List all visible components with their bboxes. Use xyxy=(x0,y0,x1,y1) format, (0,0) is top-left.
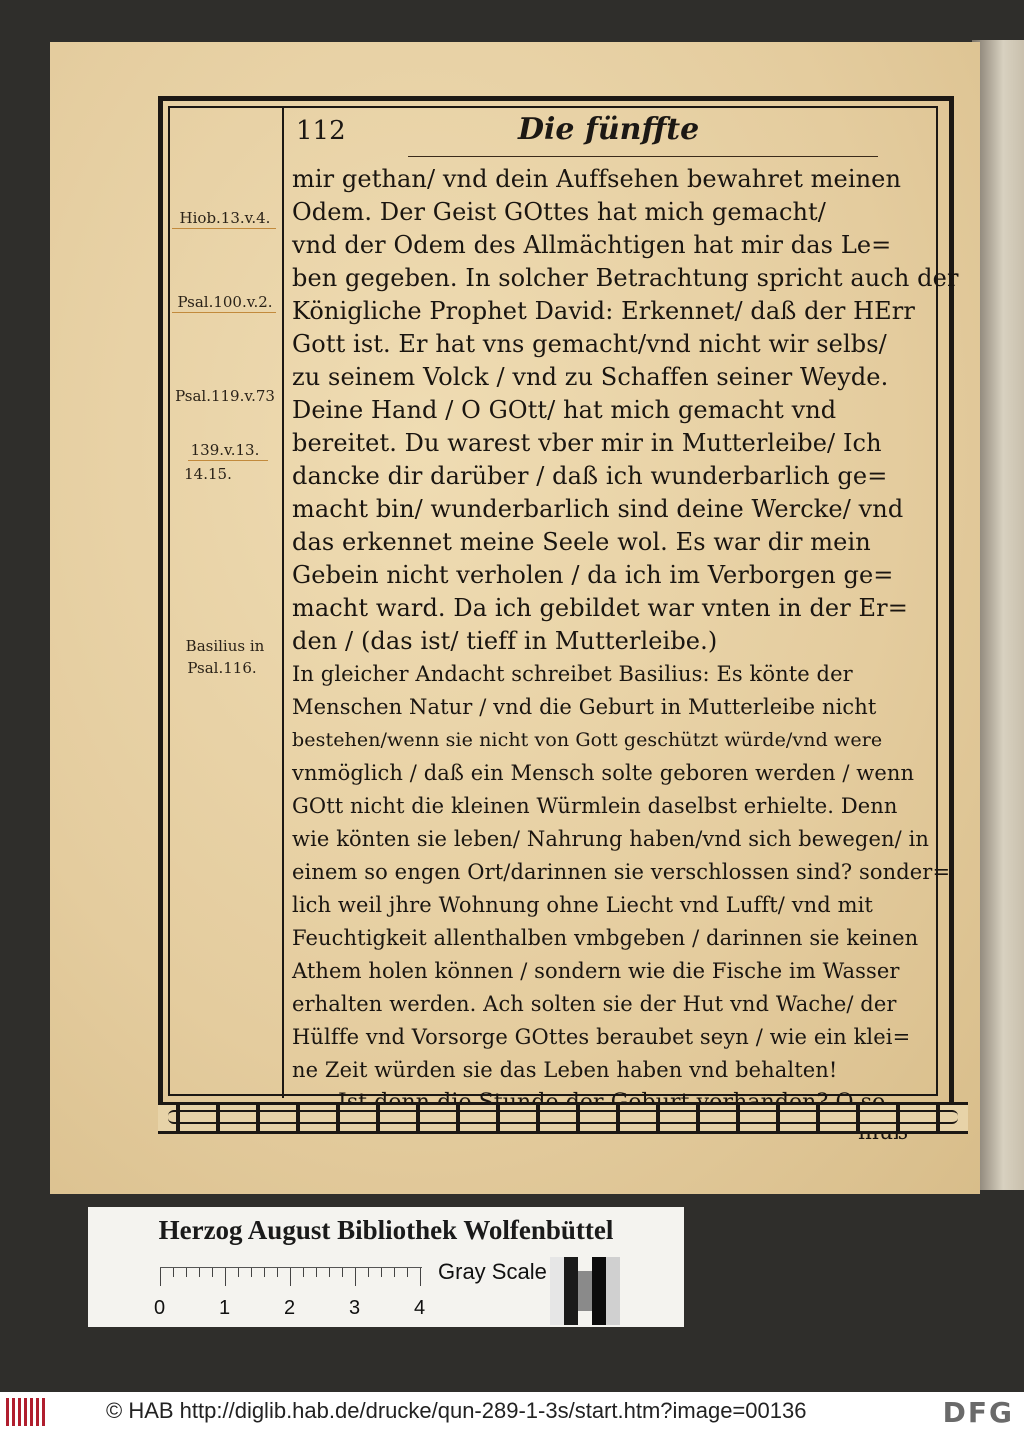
text-line: macht bin/ wunderbarlich sind deine Wercke/ vnd xyxy=(292,495,904,523)
text-line: ben gegeben. In solcher Betrachtung spricht auch der xyxy=(292,264,959,292)
text-line: Hülffe vnd Vorsorge GOttes beraubet seyn / wie ein klei= xyxy=(292,1025,911,1049)
library-name: Herzog August Bibliothek Wolfenbüttel xyxy=(158,1215,614,1245)
running-title: Die fünffte xyxy=(518,112,700,147)
margin-note: Psal.100.v.2. xyxy=(177,293,273,311)
text-line: Athem holen können / sondern wie die Fische im Wasser xyxy=(292,959,900,983)
gray-swatch xyxy=(550,1257,564,1325)
footer-bar xyxy=(0,1392,1024,1432)
text-line: Feuchtigkeit allenthalben vmbgeben / darinnen sie keinen xyxy=(292,926,919,950)
gray-scale-label: Gray Scale xyxy=(438,1259,547,1284)
text-line: bestehen/wenn sie nicht von Gott geschützt würde/vnd were xyxy=(292,729,883,751)
hab-logo-icon xyxy=(6,1398,46,1426)
text-line: einem so engen Ort/darinnen sie verschlossen sind? sonder= xyxy=(292,860,951,884)
text-line: dancke dir darüber / daß ich wunderbarlich ge= xyxy=(292,462,888,490)
ruler-label: 0 xyxy=(154,1297,166,1319)
margin-note: Basilius in xyxy=(185,637,265,655)
margin-note: 14.15. xyxy=(184,465,232,483)
text-line: vnd der Odem des Allmächtigen hat mir das Le= xyxy=(292,231,892,259)
text-line: das erkennet meine Seele wol. Es war dir mein xyxy=(292,528,871,556)
margin-note: Psal.119.v.73 xyxy=(175,387,275,405)
margin-note: Hiob.13.v.4. xyxy=(179,209,271,227)
text-line: zu seinem Volck / vnd zu Schaffen seiner Weyde. xyxy=(292,363,889,391)
gray-swatch xyxy=(578,1271,592,1311)
text-line: ne Zeit würden sie das Leben haben vnd behalten! xyxy=(292,1058,838,1082)
text-line: Menschen Natur / vnd die Geburt in Mutterleibe nicht xyxy=(292,695,877,719)
text-line: Gott ist. Er hat vns gemacht/vnd nicht wir selbs/ xyxy=(292,330,887,358)
library-color-card xyxy=(88,1207,684,1327)
gray-swatch xyxy=(564,1257,578,1325)
text-line: wie könten sie leben/ Nahrung haben/vnd sich bewegen/ in xyxy=(292,827,930,851)
book-page xyxy=(50,42,980,1194)
text-line: lich weil jhre Wohnung ohne Liecht vnd Lufft/ vnd mit xyxy=(292,893,873,917)
text-line: macht ward. Da ich gebildet war vnten in der Er= xyxy=(292,594,908,622)
margin-note: Psal.116. xyxy=(187,659,257,677)
text-line: In gleicher Andacht schreibet Basilius: Es könte der xyxy=(292,662,853,686)
text-line: Deine Hand / O GOtt/ hat mich gemacht vnd xyxy=(292,396,837,424)
margin-column-rule xyxy=(282,108,284,1098)
text-line: GOtt nicht die kleinen Würmlein daselbst erhielte. Denn xyxy=(292,794,898,818)
text-line: Odem. Der Geist GOttes hat mich gemacht/ xyxy=(292,198,826,226)
text-line: mir gethan/ vnd dein Auffsehen bewahret meinen xyxy=(292,165,902,193)
ruler-label: 4 xyxy=(414,1297,426,1319)
ruler-label: 2 xyxy=(284,1297,296,1319)
margin-note: 139.v.13. xyxy=(190,441,260,459)
source-url: © HAB http://diglib.hab.de/drucke/qun-289-1-3s/start.htm?image=00136 xyxy=(106,1398,807,1423)
text-line: vnmöglich / daß ein Mensch solte geboren werden / wenn xyxy=(292,761,915,785)
page-number: 112 xyxy=(296,116,346,146)
ruler xyxy=(160,1267,422,1286)
gray-swatch xyxy=(606,1257,620,1325)
text-line: den / (das ist/ tieff in Mutterleibe.) xyxy=(292,627,718,655)
text-line: bereitet. Du warest vber mir in Mutterleibe/ Ich xyxy=(292,429,882,457)
page-frame xyxy=(158,96,959,1110)
ornamental-border xyxy=(158,1102,968,1134)
gray-swatch xyxy=(592,1257,606,1325)
ruler-label: 3 xyxy=(349,1297,361,1319)
ruler-label: 1 xyxy=(219,1297,231,1319)
text-line: Gebein nicht verholen / da ich im Verborgen ge= xyxy=(292,561,894,589)
text-line: erhalten werden. Ach solten sie der Hut vnd Wache/ der xyxy=(292,992,897,1016)
text-line: Königliche Prophet David: Erkennet/ daß der HErr xyxy=(292,297,915,325)
dfg-logo: DFG xyxy=(942,1396,1014,1429)
